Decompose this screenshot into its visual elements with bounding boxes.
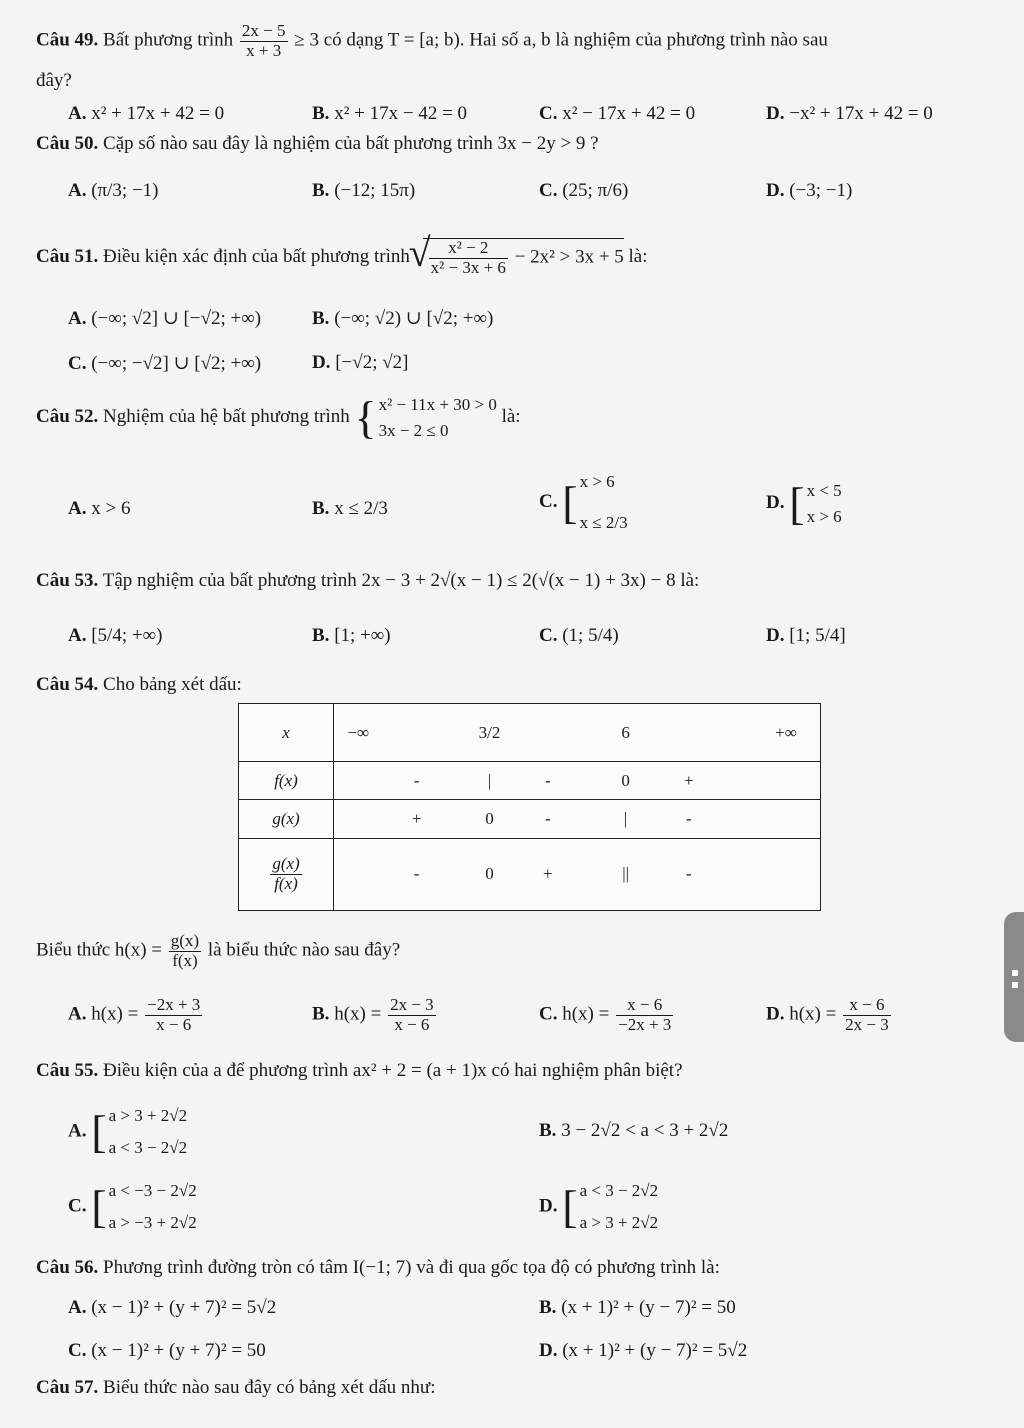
q50-line	[36, 133, 599, 155]
q55-opt-d-bracket: [	[562, 1181, 578, 1233]
q52-opt-c[interactable]	[539, 462, 628, 544]
q51-opt-c-text: (−∞; −√2] ∪ [√2; +∞)	[91, 353, 262, 374]
sign-row-ratio-cells-row	[334, 839, 820, 909]
sign-row-f-cells-row	[334, 763, 820, 799]
q53-opt-c-label: C.	[539, 625, 558, 646]
q54-opt-d-den: 2x − 3	[845, 1014, 889, 1034]
q53-opt-a[interactable]	[68, 625, 162, 647]
q51-label: Câu 51.	[36, 246, 99, 268]
q54-opt-d-num: x − 6	[843, 996, 891, 1016]
q52-opt-b[interactable]	[312, 498, 388, 520]
sign-row-f-cells	[334, 762, 821, 800]
q54-label: Câu 54.	[36, 674, 99, 695]
q51-opt-c[interactable]	[68, 352, 261, 375]
q52-opt-d-line1: x < 5	[806, 481, 842, 500]
q50-opt-a[interactable]	[68, 180, 159, 202]
q50-opt-d-text: (−3; −1)	[789, 180, 853, 201]
sign-cell: |	[487, 770, 492, 790]
q54-opt-b-num: 2x − 3	[390, 995, 434, 1014]
q54-opt-b[interactable]	[312, 996, 438, 1034]
q53-opt-c[interactable]	[539, 625, 619, 647]
q52-opt-b-text: x ≤ 2/3	[334, 498, 388, 519]
q51-opt-b-text: (−∞; √2) ∪ [√2; +∞)	[334, 308, 494, 329]
q50-opt-c[interactable]	[539, 180, 628, 202]
sign-cell: -	[685, 864, 692, 884]
q54-opt-c-label: C.	[539, 1003, 558, 1025]
q50-label: Câu 50.	[36, 133, 99, 154]
q53-opt-a-text: [5/4; +∞)	[91, 625, 163, 646]
q50-opt-b-text: (−12; 15π)	[334, 180, 416, 201]
sign-table	[238, 703, 821, 911]
sign-row-ratio-label	[239, 838, 334, 910]
q49-opt-b-label: B.	[312, 103, 330, 124]
q52-opt-d-line2: x > 6	[806, 506, 842, 526]
q53-opt-a-label: A.	[68, 625, 87, 646]
q53-text: Tập nghiệm của bất phương trình 2x − 3 + 2√(x − 1) ≤ 2(√(x − 1) + 3x) − 8 là:	[102, 570, 700, 591]
q56-opt-a[interactable]	[68, 1297, 276, 1319]
q55-line	[36, 1060, 683, 1082]
q52-text-a: Nghiệm của hệ bất phương trình	[103, 405, 350, 427]
q52-opt-d-label: D.	[766, 491, 785, 513]
q50-text: Cặp số nào sau đây là nghiệm của bất phương trình 3x − 2y > 9 ?	[103, 133, 599, 154]
q50-opt-d-label: D.	[766, 180, 785, 201]
q54-opt-c-prefix: h(x) =	[562, 1003, 610, 1025]
sign-cell: +	[411, 809, 422, 829]
q49-opt-d-label: D.	[766, 103, 785, 124]
q50-opt-a-text: (π/3; −1)	[91, 180, 159, 201]
q51-fraction	[429, 239, 508, 277]
q51-opt-c-label: C.	[68, 353, 87, 374]
q54-opt-b-label: B.	[312, 1003, 330, 1025]
q49-line1	[36, 22, 828, 60]
q55-opt-d-line2: a > 3 + 2√2	[579, 1213, 659, 1233]
q49-fraction	[240, 22, 288, 60]
sign-row-g-cells	[334, 800, 821, 838]
q56-opt-d-text: (x + 1)² + (y − 7)² = 5√2	[562, 1340, 748, 1361]
q49-label: Câu 49.	[36, 29, 99, 51]
sign-row-g-label: g(x)	[239, 800, 334, 838]
q55-opt-b-label: B.	[539, 1120, 557, 1141]
q51-opt-b-label: B.	[312, 308, 330, 329]
q55-opt-c-label: C.	[68, 1195, 87, 1217]
q55-opt-d-line1: a < 3 − 2√2	[579, 1181, 659, 1200]
sign-cell: +	[543, 864, 553, 884]
q54-after-line	[36, 932, 400, 970]
q54-after-text-b: là biểu thức nào sau đây?	[207, 939, 401, 961]
q51-text-b: − 2x² > 3x + 5	[514, 246, 624, 268]
q52-sys-line1: x² − 11x + 30 > 0	[378, 395, 497, 414]
q52-label: Câu 52.	[36, 405, 99, 427]
q56-opt-c-label: C.	[68, 1340, 87, 1361]
sign-row-f	[239, 762, 821, 800]
q54-after-den: f(x)	[172, 950, 198, 970]
q52-opt-b-label: B.	[312, 498, 330, 519]
x-mark-3-2: 3/2	[478, 722, 501, 742]
q56-opt-c-text: (x − 1)² + (y + 7)² = 50	[91, 1340, 266, 1361]
q52-system-lines	[379, 392, 497, 443]
sign-row-ratio-cells	[334, 838, 821, 910]
q54-opt-b-frac	[388, 996, 436, 1034]
q51-line	[36, 230, 648, 277]
q54-text: Cho bảng xét dấu:	[103, 674, 242, 695]
q49-opt-c[interactable]	[539, 103, 695, 125]
q56-opt-c[interactable]	[68, 1340, 266, 1362]
q54-after-fraction	[169, 932, 201, 970]
q57-line	[36, 1377, 435, 1399]
q53-opt-d-label: D.	[766, 625, 785, 646]
q51-opt-d-label: D.	[312, 352, 331, 373]
q52-text-b: là:	[501, 405, 521, 427]
sign-cell: -	[544, 770, 551, 790]
q53-opt-d[interactable]	[766, 625, 846, 647]
q54-after-text-a: Biểu thức h(x) =	[36, 939, 163, 961]
q50-opt-c-text: (25; π/6)	[562, 180, 629, 201]
q51-text-a: Điều kiện xác định của bất phương trình	[103, 246, 410, 268]
q52-opt-c-system	[562, 462, 627, 544]
q54-opt-b-den: x − 6	[394, 1014, 430, 1034]
sign-row-g-cells-row	[334, 801, 820, 837]
q54-opt-a-frac	[145, 996, 202, 1034]
q54-opt-c-den: −2x + 3	[618, 1014, 672, 1034]
q51-opt-a-text: (−∞; √2] ∪ [−√2; +∞)	[91, 308, 262, 329]
q55-opt-a-label: A.	[68, 1120, 87, 1142]
q49-opt-a[interactable]	[68, 103, 224, 125]
q49-opt-d-text: −x² + 17x + 42 = 0	[789, 103, 933, 124]
q52-brace: {	[354, 391, 377, 443]
q55-opt-b-text: 3 − 2√2 < a < 3 + 2√2	[561, 1120, 729, 1141]
sign-table-x-marks	[334, 704, 821, 762]
sign-cell: -	[544, 809, 551, 829]
q49-text-b: ≥ 3 có dạng T = [a; b). Hai số a, b là nghiệm của phương trình nào sau	[294, 29, 828, 51]
q49-frac-den: x + 3	[246, 40, 282, 60]
q52-opt-d[interactable]	[766, 478, 842, 529]
q49-opt-c-text: x² − 17x + 42 = 0	[562, 103, 696, 124]
q55-opt-c-bracket: [	[91, 1181, 107, 1233]
q49-opt-c-label: C.	[539, 103, 558, 124]
q52-sys-line2: 3x − 2 ≤ 0	[378, 420, 449, 440]
q55-opt-a-system	[91, 1100, 187, 1165]
q55-opt-d-lines	[580, 1175, 659, 1240]
q52-opt-c-lines	[580, 462, 628, 544]
q54-opt-c-num: x − 6	[616, 996, 673, 1016]
q52-opt-d-system	[789, 478, 841, 529]
q56-opt-d[interactable]	[539, 1340, 747, 1362]
q49-opt-b[interactable]	[312, 103, 467, 125]
q52-opt-a[interactable]	[68, 498, 130, 520]
q54-opt-a-num: −2x + 3	[147, 995, 201, 1014]
q51-text-c: là:	[628, 246, 648, 268]
ratio-num: g(x)	[272, 854, 300, 874]
q50-opt-a-label: A.	[68, 180, 87, 201]
q54-line	[36, 674, 242, 696]
sign-cell: 0	[485, 809, 494, 829]
q55-opt-d-label: D.	[539, 1195, 558, 1217]
side-scroll-handle[interactable]	[1004, 912, 1024, 1042]
q50-opt-c-label: C.	[539, 180, 558, 201]
q52-opt-c-line2: x ≤ 2/3	[579, 512, 628, 532]
q51-opt-a-label: A.	[68, 308, 87, 329]
q54-opt-d-label: D.	[766, 1003, 785, 1025]
q52-opt-a-text: x > 6	[91, 498, 131, 519]
q51-opt-d-text: [−√2; √2]	[335, 352, 409, 373]
x-mark-6: 6	[621, 722, 630, 742]
q55-opt-b[interactable]	[539, 1120, 728, 1142]
q54-opt-c[interactable]	[539, 996, 675, 1034]
q55-label: Câu 55.	[36, 1060, 99, 1081]
q54-opt-a-label: A.	[68, 1003, 87, 1025]
x-mark-pos-inf: +∞	[775, 722, 797, 742]
q50-opt-b[interactable]	[312, 180, 415, 202]
q55-opt-a-lines	[109, 1100, 188, 1165]
q51-opt-a[interactable]	[68, 307, 261, 330]
q55-text: Điều kiện của a để phương trình ax² + 2 = (a + 1)x có hai nghiệm phân biệt?	[103, 1060, 683, 1081]
q53-label: Câu 53.	[36, 570, 99, 591]
q54-after-num: g(x)	[170, 931, 200, 950]
q49-frac-num: 2x − 5	[241, 21, 286, 40]
q56-opt-a-text: (x − 1)² + (y + 7)² = 5√2	[91, 1297, 277, 1318]
q49-opt-a-text: x² + 17x + 42 = 0	[91, 103, 225, 124]
sign-table-x-label: x	[239, 704, 334, 762]
q51-opt-b[interactable]	[312, 307, 493, 330]
q49-text-c: đây?	[36, 70, 72, 91]
sign-row-ratio-frac	[270, 855, 301, 893]
q53-opt-b-label: B.	[312, 625, 330, 646]
q55-opt-c-line2: a > −3 + 2√2	[108, 1213, 197, 1233]
q52-opt-c-bracket: [	[562, 476, 578, 528]
x-mark-neg-inf: −∞	[347, 722, 370, 742]
sign-cell: 0	[621, 770, 630, 790]
q55-opt-c-line1: a < −3 − 2√2	[108, 1181, 197, 1200]
sign-cell: +	[683, 770, 694, 790]
q53-opt-d-text: [1; 5/4]	[789, 625, 846, 646]
q49-text-a: Bất phương trình	[103, 29, 234, 51]
q49-opt-d[interactable]	[766, 103, 933, 125]
q50-opt-b-label: B.	[312, 180, 330, 201]
q55-opt-d-system	[562, 1175, 658, 1240]
q57-text: Biểu thức nào sau đây có bảng xét dấu như:	[103, 1377, 436, 1398]
sign-cell: -	[413, 864, 420, 884]
q56-opt-b-label: B.	[539, 1297, 557, 1318]
sign-table-x-marks-row	[334, 705, 820, 761]
q49-opt-a-label: A.	[68, 103, 87, 124]
sign-cell: |	[623, 809, 628, 829]
q54-opt-a-prefix: h(x) =	[91, 1003, 139, 1025]
q52-line	[36, 392, 521, 443]
q54-opt-d-prefix: h(x) =	[789, 1003, 837, 1025]
q55-opt-c-lines	[109, 1175, 197, 1240]
sign-cell: -	[413, 770, 420, 790]
q53-opt-c-text: (1; 5/4)	[562, 625, 619, 646]
q54-opt-d[interactable]	[766, 996, 893, 1034]
q54-opt-b-prefix: h(x) =	[334, 1003, 382, 1025]
q55-opt-a-bracket: [	[91, 1106, 107, 1158]
q56-label: Câu 56.	[36, 1257, 99, 1278]
sign-cell: ||	[622, 864, 629, 884]
sign-table-header-row	[239, 704, 821, 762]
sign-cell: 0	[485, 864, 494, 884]
q57-label: Câu 57.	[36, 1377, 99, 1398]
q54-opt-c-frac	[616, 996, 673, 1034]
q55-opt-a[interactable]	[68, 1100, 187, 1165]
q56-opt-d-label: D.	[539, 1340, 558, 1361]
ratio-den: f(x)	[274, 873, 298, 893]
q56-text: Phương trình đường tròn có tâm I(−1; 7) và đi qua gốc tọa độ có phương trình là:	[103, 1257, 720, 1278]
q52-opt-d-lines	[807, 478, 842, 529]
q55-opt-c[interactable]	[68, 1175, 197, 1240]
q53-opt-b-text: [1; +∞)	[334, 625, 391, 646]
q55-opt-c-system	[91, 1175, 196, 1240]
sign-cell: -	[685, 809, 692, 829]
q53-line	[36, 570, 699, 592]
q56-opt-b-text: (x + 1)² + (y − 7)² = 50	[561, 1297, 736, 1318]
q52-system	[355, 392, 497, 443]
sign-row-ratio	[239, 838, 821, 910]
q55-opt-a-line1: a > 3 + 2√2	[108, 1106, 188, 1125]
q51-frac-num: x² − 2	[429, 239, 508, 259]
q51-sqrt	[408, 230, 624, 277]
q56-line	[36, 1257, 720, 1279]
q51-opt-d[interactable]	[312, 352, 409, 374]
q49-opt-b-text: x² + 17x − 42 = 0	[334, 103, 468, 124]
q56-opt-a-label: A.	[68, 1297, 87, 1318]
q50-opt-d[interactable]	[766, 180, 852, 202]
q52-opt-a-label: A.	[68, 498, 87, 519]
q52-opt-c-label: C.	[539, 491, 558, 513]
q53-opt-b[interactable]	[312, 625, 391, 647]
q55-opt-a-line2: a < 3 − 2√2	[108, 1138, 188, 1158]
q51-sqrt-sign: √	[408, 230, 431, 275]
q55-opt-d[interactable]	[539, 1175, 658, 1240]
sign-row-f-label: f(x)	[239, 762, 334, 800]
q51-frac-den: x² − 3x + 6	[430, 257, 506, 277]
sign-row-g	[239, 800, 821, 838]
q52-opt-d-bracket: [	[789, 477, 805, 529]
q54-opt-d-frac	[843, 996, 891, 1034]
q54-opt-a-den: x − 6	[156, 1014, 192, 1034]
q56-opt-b[interactable]	[539, 1297, 736, 1319]
q52-opt-c-line1: x > 6	[579, 472, 615, 491]
q54-opt-a[interactable]	[68, 996, 204, 1034]
